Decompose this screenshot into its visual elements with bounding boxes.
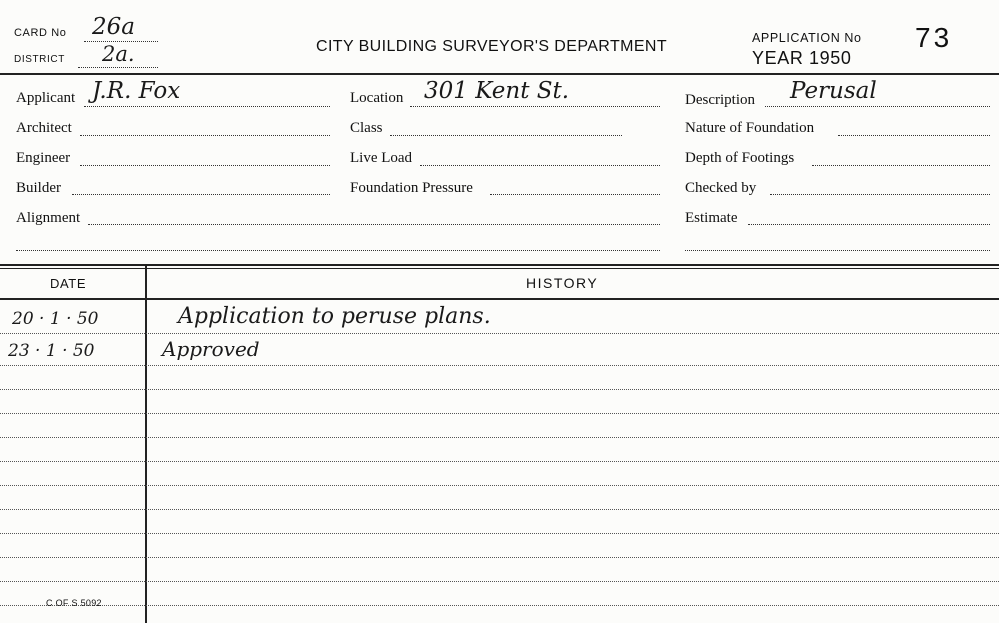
location-label: Location (350, 90, 404, 106)
history-rule-line (0, 461, 999, 462)
estimate-line (748, 224, 990, 225)
history-entry-date: 23 · 1 · 50 (8, 341, 95, 361)
application-no-value: 73 (915, 22, 953, 53)
depth-of-footings-label: Depth of Footings (685, 150, 795, 166)
year-label: YEAR 1950 (752, 48, 852, 68)
history-rule-line (0, 533, 999, 534)
history-column-header: HISTORY (526, 275, 599, 291)
blank-field-line (16, 250, 660, 251)
class-line (390, 135, 622, 136)
nature-of-foundation-line (838, 135, 990, 136)
architect-line (80, 135, 330, 136)
estimate-label: Estimate (685, 210, 738, 226)
checked-by-line (770, 194, 990, 195)
department-title: CITY BUILDING SURVEYOR'S DEPARTMENT (316, 38, 668, 55)
description-line (765, 106, 990, 107)
application-no-label: APPLICATION No (752, 31, 862, 45)
history-top-rule-2 (0, 268, 999, 269)
location-value: 301 Kent St. (424, 78, 570, 104)
district-label: DISTRICT (14, 54, 65, 65)
history-rule-line (0, 389, 999, 390)
history-rule-line (0, 557, 999, 558)
history-rule-line (0, 437, 999, 438)
header-rule (0, 73, 999, 75)
history-entry-date: 20 · 1 · 50 (12, 309, 99, 329)
alignment-label: Alignment (16, 210, 81, 226)
live-load-line (420, 165, 660, 166)
alignment-line (88, 224, 660, 225)
district-value: 2a. (102, 42, 135, 66)
history-header-rule (0, 298, 999, 300)
history-rule-line (0, 485, 999, 486)
checked-by-label: Checked by (685, 180, 757, 196)
builder-label: Builder (16, 180, 61, 196)
location-line (410, 106, 660, 107)
history-rule-line (0, 605, 999, 606)
foundation-pressure-label: Foundation Pressure (350, 180, 473, 196)
engineer-label: Engineer (16, 150, 71, 166)
date-column-header: DATE (50, 276, 87, 291)
depth-of-footings-line (812, 165, 990, 166)
form-code: C OF S 5092 (46, 598, 102, 608)
history-entry-text: Approved (162, 337, 260, 361)
builder-line (72, 194, 330, 195)
history-rule-line (0, 413, 999, 414)
history-rule-line (0, 365, 999, 366)
right-blank-line (685, 250, 990, 251)
history-top-rule (0, 264, 999, 266)
architect-label: Architect (16, 120, 72, 136)
applicant-value: J.R. Fox (92, 78, 181, 104)
engineer-line (80, 165, 330, 166)
card-no-value: 26a (92, 14, 135, 40)
description-value: Perusal (790, 78, 877, 104)
applicant-line (84, 106, 330, 107)
class-label: Class (350, 120, 383, 136)
card-no-label: CARD No (14, 27, 67, 39)
description-label: Description (685, 92, 755, 108)
applicant-label: Applicant (16, 90, 76, 106)
history-rule-line (0, 333, 999, 334)
nature-of-foundation-label: Nature of Foundation (685, 120, 815, 136)
district-line (78, 67, 158, 68)
foundation-pressure-line (490, 194, 660, 195)
date-column-divider (145, 266, 147, 623)
history-rule-line (0, 509, 999, 510)
history-rule-line (0, 581, 999, 582)
live-load-label: Live Load (350, 150, 413, 166)
history-entry-text: Application to peruse plans. (178, 304, 491, 329)
